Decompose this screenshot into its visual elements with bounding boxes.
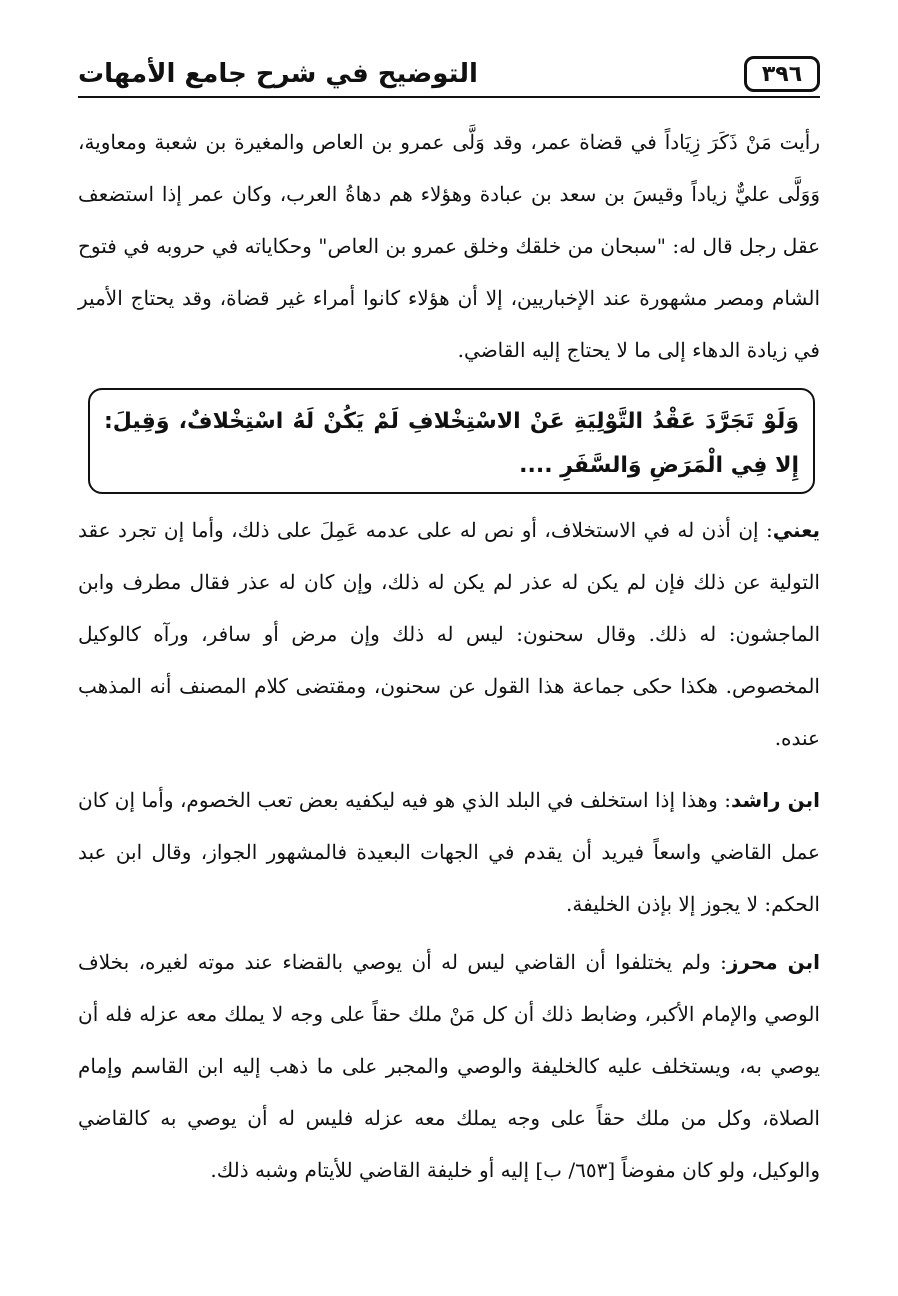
matn-text: وَلَوْ تَجَرَّدَ عَقْدُ التَّوْلِيَةِ عَنْ الاسْتِخْلافِ لَمْ يَكُنْ لَهُ اسْتِخْلافٌ، وَقِيلَ: إِلا فِي الْمَرَضِ وَالسَّفَرِ ....: [104, 409, 799, 478]
paragraph-lead: يعني: [772, 518, 820, 542]
matn-box: [88, 388, 815, 494]
paragraph-text: : إن أذن له في الاستخلاف، أو نص له على عدمه عَمِلَ على ذلك، وأما إن تجرد عقد التولية عن ذلك فإن لم يكن له عذر لم يكن له ذلك، وإن كان له عذر فقال مطرف وابن الماجشون: له ذلك. وقال سحنون: ليس له ذلك وإن مرض أو سافر، ورآه كالوكيل المخصوص. هكذا حكى جماعة هذا القول عن سحنون، ومقتضى كلام المصنف أنه المذهب عنده.: [78, 518, 820, 750]
paragraph-lead: ابن محرز: [726, 950, 821, 974]
paragraph-lead: ابن راشد: [730, 788, 820, 812]
page-header: [78, 52, 820, 102]
paragraph-text: : وهذا إذا استخلف في البلد الذي هو فيه ليكفيه بعض تعب الخصوم، وأما إن كان عمل القاضي واسعاً فيريد أن يقدم في الجهات البعيدة فالمشهور الجواز، وقال ابن عبد الحكم: لا يجوز إلا بإذن الخليفة.: [78, 788, 820, 916]
paragraph-4: [78, 936, 820, 1196]
header-rule: [78, 96, 820, 98]
running-title: التوضيح في شرح جامع الأمهات: [78, 59, 478, 89]
paragraph-1: رأيت مَنْ ذَكَرَ زِيَاداً في قضاة عمر، وقد وَلَّى عمرو بن العاص والمغيرة بن شعبة ومعاوية، وَوَلَّى عليٌّ زياداً وقيسَ بن سعد بن عبادة وهؤلاء هم دهاةُ العرب، وكان عمر إذا استضعف عقل رجل قال له: "سبحان من خلقك وخلق عمرو بن العاص" وحكاياته في حروبه في فتوح الشام ومصر مشهورة عند الإخباريين، إلا أن هؤلاء كانوا أمراء غير قضاة، وقد يحتاج الأمير في زيادة الدهاء إلى ما لا يحتاج إليه القاضي.: [78, 130, 820, 362]
paragraph-3: [78, 774, 820, 930]
paragraph-text: : ولم يختلفوا أن القاضي ليس له أن يوصي بالقضاء عند موته لغيره، بخلاف الوصي والإمام الأكبر، وضابط ذلك أن كل مَنْ ملك حقاً على وجه لا يملك معه عزله فله أن يوصي به، ويستخلف عليه كالخليفة والوصي والمجبر على ما ذهب إليه ابن القاسم وإمام الصلاة، وكل من ملك حقاً على وجه يملك معه عزله فليس له أن يوصي به كالقاضي والوكيل، ولو كان مفوضاً [٦٥٣/ ب] إليه أو خليفة القاضي للأيتام وشبه ذلك.: [78, 950, 821, 1182]
page-number: ٣٩٦: [744, 56, 820, 92]
paragraph-2: [78, 504, 820, 764]
